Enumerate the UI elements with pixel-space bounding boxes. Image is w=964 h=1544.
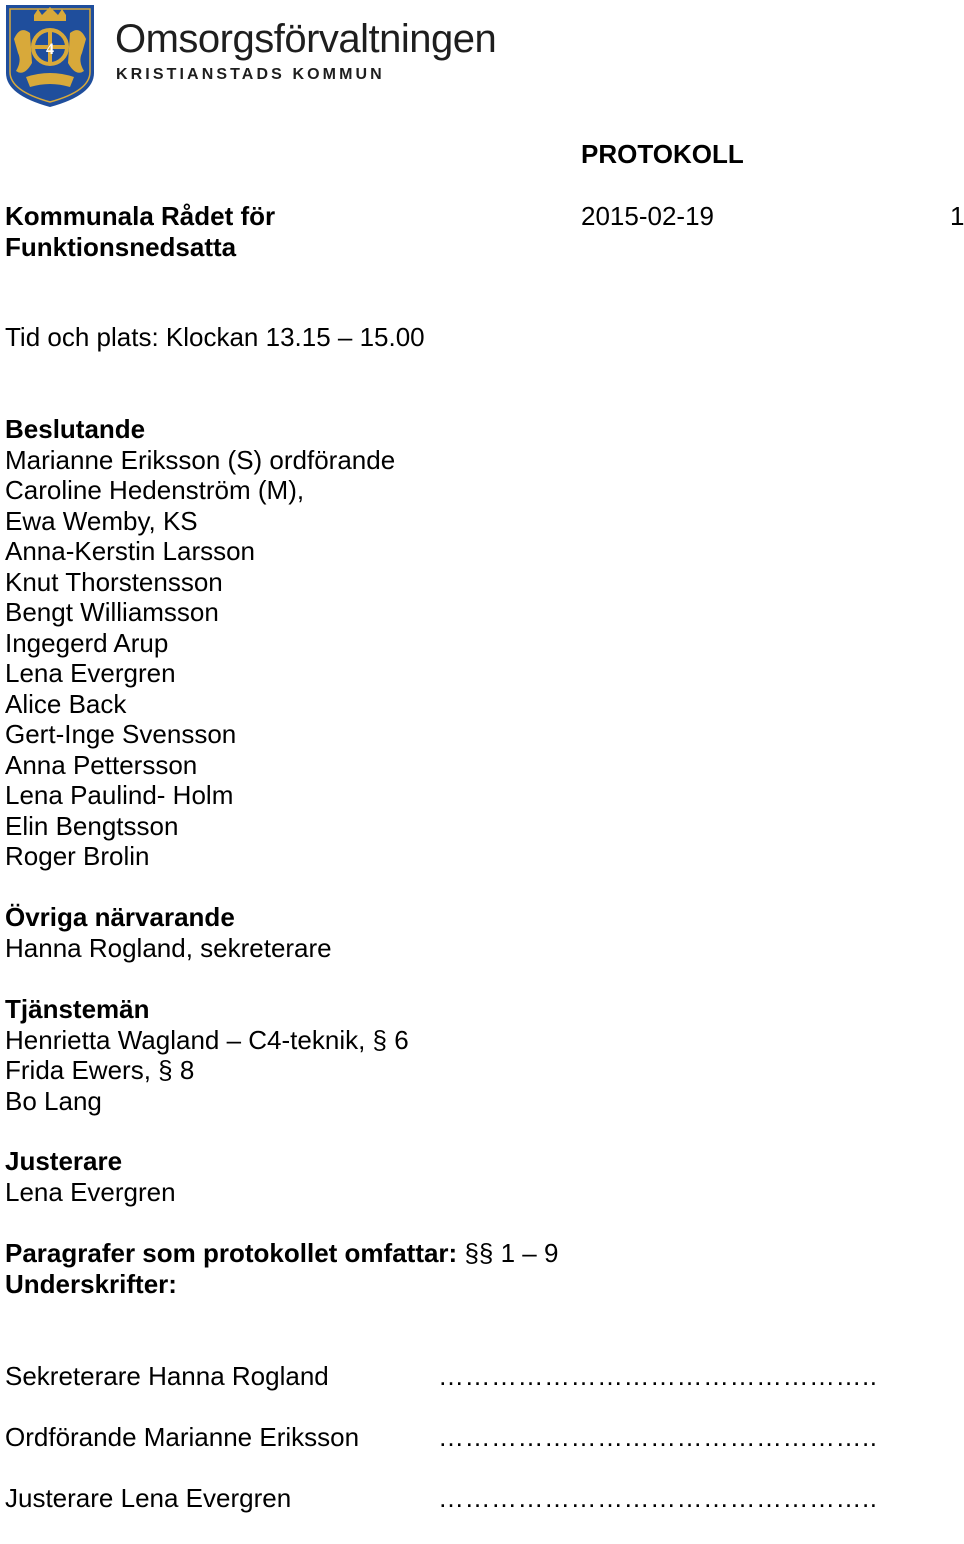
list-item: Frida Ewers, § 8 xyxy=(5,1055,195,1085)
justerare-section xyxy=(5,1146,176,1207)
signature-label: Justerare Lena Evergren xyxy=(5,1483,292,1513)
time-and-place: Tid och plats: Klockan 13.15 – 15.00 xyxy=(5,322,425,352)
member-item: Marianne Eriksson (S) ordförande xyxy=(5,444,396,475)
signature-line: ………………………………………….. xyxy=(438,1483,878,1513)
member-item: Knut Thorstensson xyxy=(5,566,223,597)
signature-row xyxy=(5,1361,960,1422)
tjanstemen-section xyxy=(5,994,409,1116)
section-heading: Beslutande xyxy=(5,414,146,444)
kristianstad-crest-logo xyxy=(4,3,96,108)
member-item: Lena Paulind- Holm xyxy=(5,780,234,810)
section-heading: Övriga närvarande xyxy=(5,902,235,932)
document-type: PROTOKOLL xyxy=(581,139,744,169)
signature-line: ………………………………………….. xyxy=(438,1361,878,1391)
document-date: 2015-02-19 xyxy=(581,201,714,231)
member-item: Ingegerd Arup xyxy=(5,627,169,658)
list-item: Henrietta Wagland – C4-teknik, § 6 xyxy=(5,1024,409,1055)
signature-row xyxy=(5,1422,960,1483)
signature-label: Sekreterare Hanna Rogland xyxy=(5,1361,329,1391)
svg-text:4: 4 xyxy=(46,41,54,58)
paragrafer-value: §§ 1 – 9 xyxy=(464,1238,559,1268)
section-heading: Justerare xyxy=(5,1146,123,1176)
council-name xyxy=(5,201,275,262)
member-item: Anna Pettersson xyxy=(5,749,198,780)
member-item: Anna-Kerstin Larsson xyxy=(5,536,256,566)
beslutande-section xyxy=(5,414,395,872)
member-item: Gert-Inge Svensson xyxy=(5,719,237,749)
member-item: Roger Brolin xyxy=(5,841,150,871)
ovriga-section xyxy=(5,902,332,963)
list-item: Lena Evergren xyxy=(5,1176,176,1207)
paragrafer-section xyxy=(5,1238,558,1299)
paragrafer-label: Paragrafer som protokollet omfattar: xyxy=(5,1238,458,1268)
signature-row xyxy=(5,1483,960,1544)
council-name-line1: Kommunala Rådet för xyxy=(5,201,276,231)
underskrifter-heading: Underskrifter: xyxy=(5,1268,177,1299)
signature-label: Ordförande Marianne Eriksson xyxy=(5,1422,360,1452)
organization-subtitle: KRISTIANSTADS KOMMUN xyxy=(116,66,385,83)
member-item: Lena Evergren xyxy=(5,658,176,688)
signature-line: ………………………………………….. xyxy=(438,1422,878,1452)
organization-name: Omsorgsförvaltningen xyxy=(115,17,497,61)
member-item: Caroline Hedenström (M), xyxy=(5,475,305,505)
member-item: Elin Bengtsson xyxy=(5,810,179,841)
page-number: 1 xyxy=(950,201,964,231)
member-item: Ewa Wemby, KS xyxy=(5,505,198,536)
section-heading: Tjänstemän xyxy=(5,994,150,1024)
member-item: Alice Back xyxy=(5,688,127,719)
council-name-line2: Funktionsnedsatta xyxy=(5,231,237,262)
signature-block xyxy=(5,1361,960,1544)
list-item: Bo Lang xyxy=(5,1085,102,1116)
list-item: Hanna Rogland, sekreterare xyxy=(5,932,332,963)
member-item: Bengt Williamsson xyxy=(5,597,219,627)
